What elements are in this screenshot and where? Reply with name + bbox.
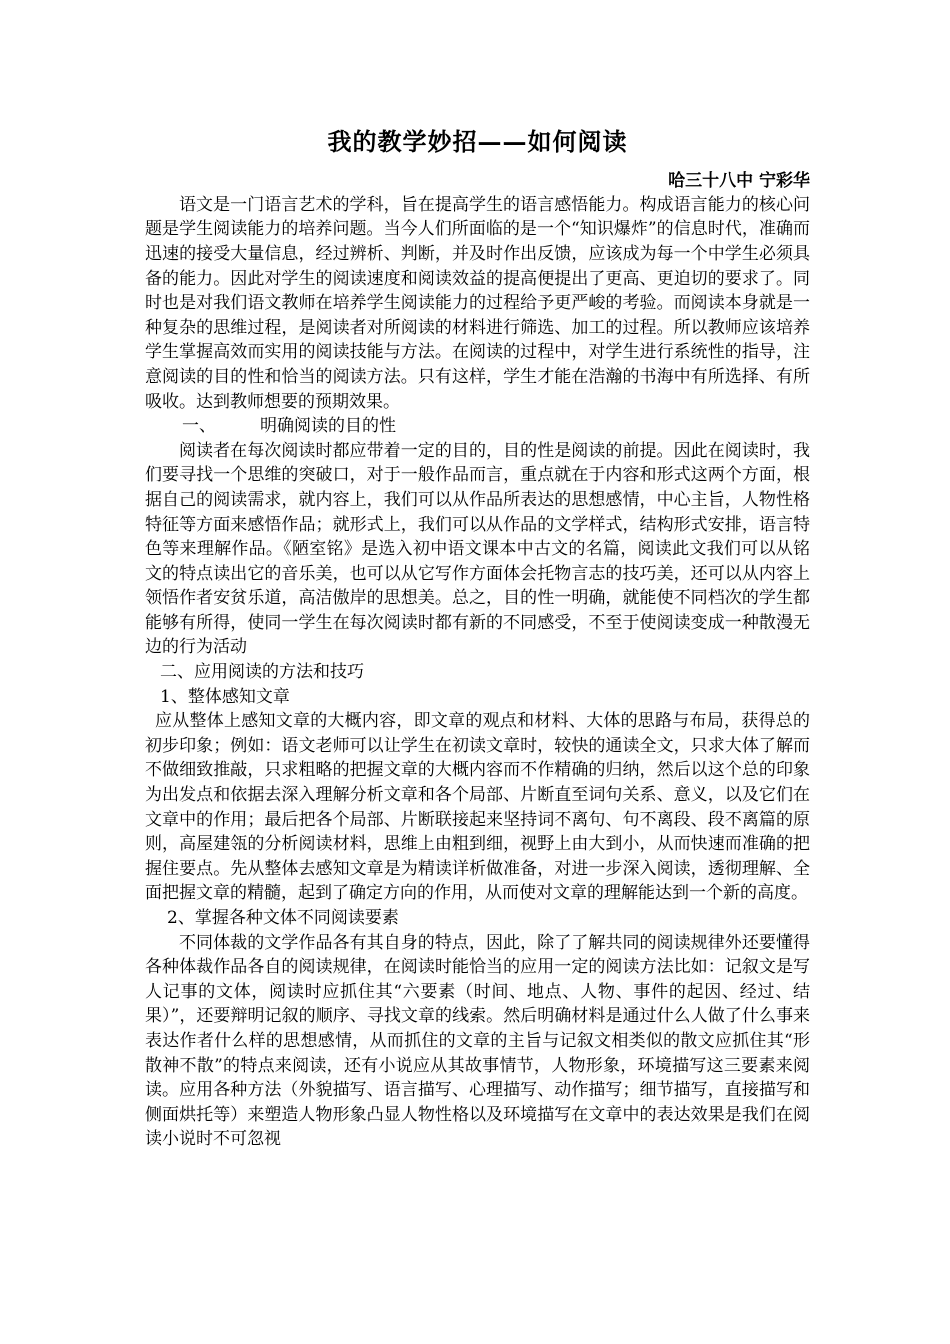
section2-sub2-heading: 2、掌握各种文体不同阅读要素 <box>167 908 399 929</box>
section1-paragraph: 阅读者在每次阅读时都应带着一定的目的，目的性是阅读的前提。因此在阅读时，我们要寻找一个思维的突破口，对于一般作品而言，重点就在于内容和形式这两个方面，根据自己的阅读需求，就内容上，我们可以从作品所表达的思想感情，中心主旨，人物性格特征等方面来感悟作品；就形式上，我们可以从作品的文学样式，结构形式安排，语言特色等来理解作品。《陋室铭》是选入初中语文课本中古文的名篇，阅读此文我们可以从铭文的特点读出它的音乐美，也可以从它写作方面体会托物言志的技巧美，还可以从内容上领悟作者安贫乐道，高洁傲岸的思想美。总之，目的性一明确，就能使不同档次的学生都能够有所得，使同一学生在每次阅读时都有新的不同感受，不至于使阅读变成一种散漫无边的行为活动 <box>145 440 810 658</box>
section2-sub1-paragraph: 应从整体上感知文章的大概内容，即文章的观点和材料、大体的思路与布局，获得总的初步印象；例如：语文老师可以让学生在初读文章时，较快的通读全文，只求大体了解而不做细致推敲，只求粗略的把握文章的大概内容而不作精确的归纳，然后以这个总的印象为出发点和依据去深入理解分析文章和各个局部、片断直至词句关系、意义，以及它们在文章中的作用；最后把各个局部、片断联接起来坚持词不离句、句不离段、段不离篇的原则，高屋建瓴的分析阅读材料，思维上由粗到细，视野上由大到小，从而快速而准确的把握住要点。先从整体去感知文章是为精读详析做准备，对进一步深入阅读，透彻理解、全面把握文章的精髓，起到了确定方向的作用，从而使对文章的理解能达到一个新的高度。 <box>145 711 810 904</box>
section2-heading: 二、应用阅读的方法和技巧 <box>160 662 364 683</box>
document-page <box>145 128 810 1152</box>
intro-paragraph: 语文是一门语言艺术的学科，旨在提高学生的语言感悟能力。构成语言能力的核心问题是学生阅读能力的培养问题。当今人们所面临的是一个“知识爆炸”的信息时代，准确而迅速的接受大量信息，经过辨析、判断，并及时作出反馈，应该成为每一个中学生必须具备的能力。因此对学生的阅读速度和阅读效益的提高便提出了更高、更迫切的要求了。同时也是对我们语文教师在培养学生阅读能力的过程给予更严峻的考验。而阅读本身就是一种复杂的思维过程，是阅读者对所阅读的材料进行筛选、加工的过程。所以教师应该培养学生掌握高效而实用的阅读技能与方法。在阅读的过程中，对学生进行系统性的指导，注意阅读的目的性和恰当的阅读方法。只有这样，学生才能在浩瀚的书海中有所选择、有所吸收。达到教师想要的预期效果。 <box>145 194 810 412</box>
document-title: 我的教学妙招——如何阅读 <box>327 127 628 156</box>
section1-heading <box>145 414 810 439</box>
author-line: 哈三十八中 宁彩华 <box>668 170 810 191</box>
section1-number: 一、 <box>182 416 216 437</box>
section1-heading-text: 明确阅读的目的性 <box>260 416 396 437</box>
section2-sub2-paragraph: 不同体裁的文学作品各有其自身的特点，因此，除了了解共同的阅读规律外还要懂得各种体裁作品各自的阅读规律，在阅读时能恰当的应用一定的阅读方法比如：记叙文是写人记事的文体，阅读时应抓住其“六要素（时间、地点、人物、事件的起因、经过、结果）”，还要辩明记叙的顺序、寻找文章的线索。然后明确材料是通过什么人做了什么事来表达作者什么样的思想感情，从而抓住的文章的主旨与记叙文相类似的散文应抓住其“形散神不散”的特点来阅读，还有小说应从其故事情节，人物形象，环境描写这三要素来阅读。应用各种方法（外貌描写、语言描写、心理描写、动作描写；细节描写，直接描写和侧面烘托等）来塑造人物形象凸显人物性格以及环境描写在文章中的表达效果是我们在阅读小说时不可忽视 <box>145 932 810 1150</box>
section2-sub1-heading: 1、整体感知文章 <box>160 686 290 707</box>
